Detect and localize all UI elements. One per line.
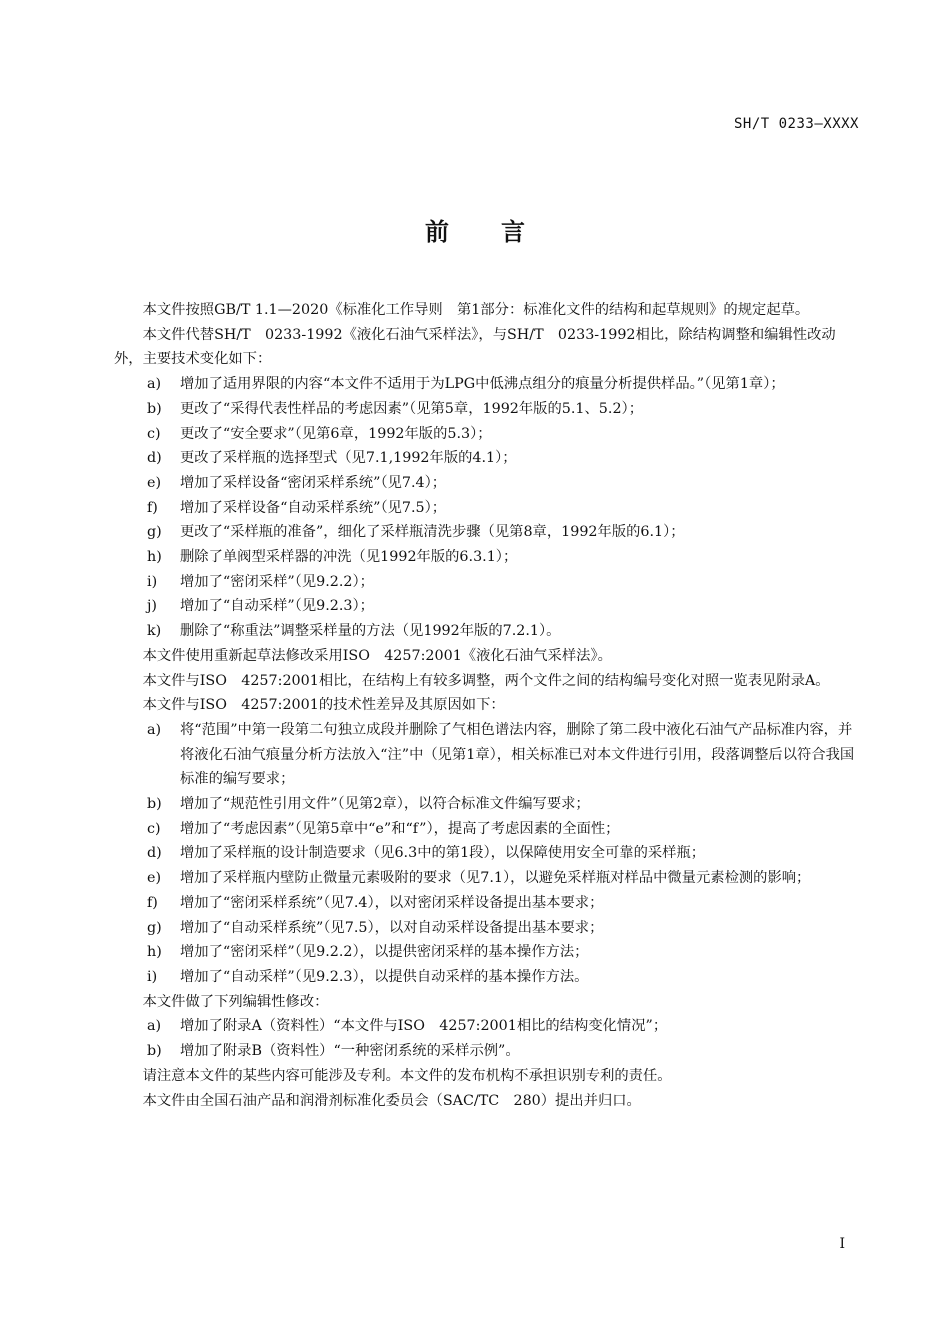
list-item-text: 增加了“自动采样”（见9.2.3）； (180, 598, 374, 615)
paragraph-proposer: 本文件由全国石油产品和润滑剂标准化委员会（SAC/TC 280）提出并归口。 (142, 1092, 641, 1109)
list-item-text: 增加了采样瓶的设计制造要求（见6.3中的第1段），以保障使用安全可靠的采样瓶； (180, 845, 706, 862)
list-item-marker: f) (147, 894, 158, 911)
list-item-marker: c) (147, 820, 161, 837)
list-item (114, 817, 860, 842)
list-item-text: 更改了采样瓶的选择型式（见7.1,1992年版的4.1）； (180, 450, 517, 467)
list-item-marker: e) (147, 870, 162, 887)
list-item-marker: a) (147, 721, 162, 738)
list-item (114, 496, 860, 521)
list-item (114, 792, 860, 817)
list-item-text: 更改了“采得代表性样品的考虑因素”（见第5章，1992年版的5.1、5.2）； (180, 400, 643, 417)
list-item-marker: h) (147, 944, 162, 961)
paragraph-drafting-rule: 本文件按照GB/T 1.1—2020《标准化工作导则 第1部分：标准化文件的结构和起草规则》的规定起草。 (142, 302, 810, 318)
paragraph-patent-notice: 请注意本文件的某些内容可能涉及专利。本文件的发布机构不承担识别专利的责任。 (142, 1067, 672, 1084)
list-item-text: 删除了“称重法”调整采样量的方法（见1992年版的7.2.1）。 (180, 623, 561, 640)
list-item (114, 520, 860, 545)
list-item-text: 增加了采样设备“自动采样系统”（见7.5）； (180, 499, 447, 516)
list-item (114, 965, 860, 990)
list-item-text: 增加了“密闭采样系统”（见7.4），以对密闭采样设备提出基本要求； (180, 894, 604, 911)
paragraph-adoption-method: 本文件使用重新起草法修改采用ISO 4257:2001《液化石油气采样法》。 (142, 647, 612, 664)
list-item-marker: a) (147, 376, 162, 393)
paragraph-tech-differences: 本文件与ISO 4257:2001的技术性差异及其原因如下： (142, 697, 505, 714)
editorial-changes-list (114, 1014, 860, 1063)
list-item-text: 删除了单阀型采样器的冲洗（见1992年版的6.3.1）； (180, 549, 518, 566)
list-item (114, 891, 860, 916)
iso-differences-list (114, 718, 860, 990)
list-item (114, 372, 860, 397)
list-item-marker: j) (147, 598, 158, 615)
list-item-marker: a) (147, 1018, 162, 1035)
list-item-marker: k) (147, 623, 162, 640)
list-item-marker: h) (147, 549, 162, 566)
list-item-text: 增加了采样瓶内壁防止微量元素吸附的要求（见7.1），以避免采样瓶对样品中微量元素检测的影响； (180, 870, 811, 887)
list-item-marker: b) (147, 796, 162, 813)
list-item-text: 增加了适用界限的内容“本文件不适用于为LPG中低沸点组分的痕量分析提供样品。”（见第1章）； (180, 376, 785, 393)
list-item-text: 更改了“安全要求”（见第6章，1992年版的5.3）； (180, 425, 492, 442)
list-item-marker: b) (147, 1043, 162, 1060)
tech-changes-list (114, 372, 860, 644)
list-item-marker: e) (147, 474, 162, 491)
list-item (114, 619, 860, 644)
list-item (114, 594, 860, 619)
list-item-marker: g) (147, 919, 162, 936)
list-item-marker: d) (147, 845, 162, 862)
list-item (114, 545, 860, 570)
paragraph-editorial: 本文件做了下列编辑性修改： (142, 993, 329, 1010)
list-item-text: 将“范围”中第一段第二句独立成段并删除了气相色谱法内容，删除了第二段中液化石油气产品标准内容，并将液化石油气痕量分析方法放入“注”中（见第1章），相关标准已对本文件进行引用，段落调整后以符合我国标准的编写要求； (180, 721, 855, 788)
list-item (114, 471, 860, 496)
list-item (114, 916, 860, 941)
list-item (114, 1039, 860, 1064)
list-item-text: 增加了“自动采样”（见9.2.3），以提供自动采样的基本操作方法。 (180, 968, 589, 985)
list-item (114, 422, 860, 447)
list-item (114, 866, 860, 891)
list-item-text: 增加了“密闭采样”（见9.2.2），以提供密闭采样的基本操作方法； (180, 944, 589, 961)
list-item-text: 增加了“规范性引用文件”（见第2章），以符合标准文件编写要求； (180, 796, 590, 813)
page-number: I (839, 1236, 845, 1252)
list-item-marker: i) (147, 968, 158, 985)
list-item-text: 增加了“考虑因素”（见第5章中“e”和“f”），提高了考虑因素的全面性； (180, 820, 620, 837)
list-item-text: 更改了“采样瓶的准备”，细化了采样瓶清洗步骤（见第8章，1992年版的6.1）； (180, 524, 685, 541)
list-item-marker: i) (147, 573, 158, 590)
paragraph-structure-comparison: 本文件与ISO 4257:2001相比，在结构上有较多调整，两个文件之间的结构编号变化对照一览表见附录A。 (142, 672, 830, 689)
list-item-text: 增加了附录A（资料性）“本文件与ISO 4257:2001相比的结构变化情况”； (180, 1018, 668, 1035)
list-item-marker: c) (147, 425, 161, 442)
list-item (114, 446, 860, 471)
list-item-text: 增加了“密闭采样”（见9.2.2）； (180, 573, 374, 590)
list-item (114, 570, 860, 595)
list-item-text: 增加了“自动采样系统”（见7.5），以对自动采样设备提出基本要求； (180, 919, 604, 936)
list-item-marker: f) (147, 499, 158, 516)
list-item (114, 940, 860, 965)
doc-code: SH/T 0233—XXXX (733, 116, 859, 132)
list-item-marker: b) (147, 400, 162, 417)
list-item (114, 718, 860, 792)
list-item (114, 397, 860, 422)
list-item-text: 增加了采样设备“密闭采样系统”（见7.4）； (180, 474, 447, 491)
page-title: 前言 (425, 218, 577, 246)
list-item (114, 1014, 860, 1039)
foreword-body (114, 298, 860, 1113)
list-item-marker: d) (147, 450, 162, 467)
list-item-marker: g) (147, 524, 162, 541)
list-item-text: 增加了附录B（资料性）“一种密闭系统的采样示例”。 (180, 1043, 520, 1060)
list-item (114, 841, 860, 866)
paragraph-replacement: 本文件代替SH/T 0233-1992《液化石油气采样法》，与SH/T 0233-1992相比，除结构调整和编辑性改动外，主要技术变化如下： (114, 326, 836, 368)
